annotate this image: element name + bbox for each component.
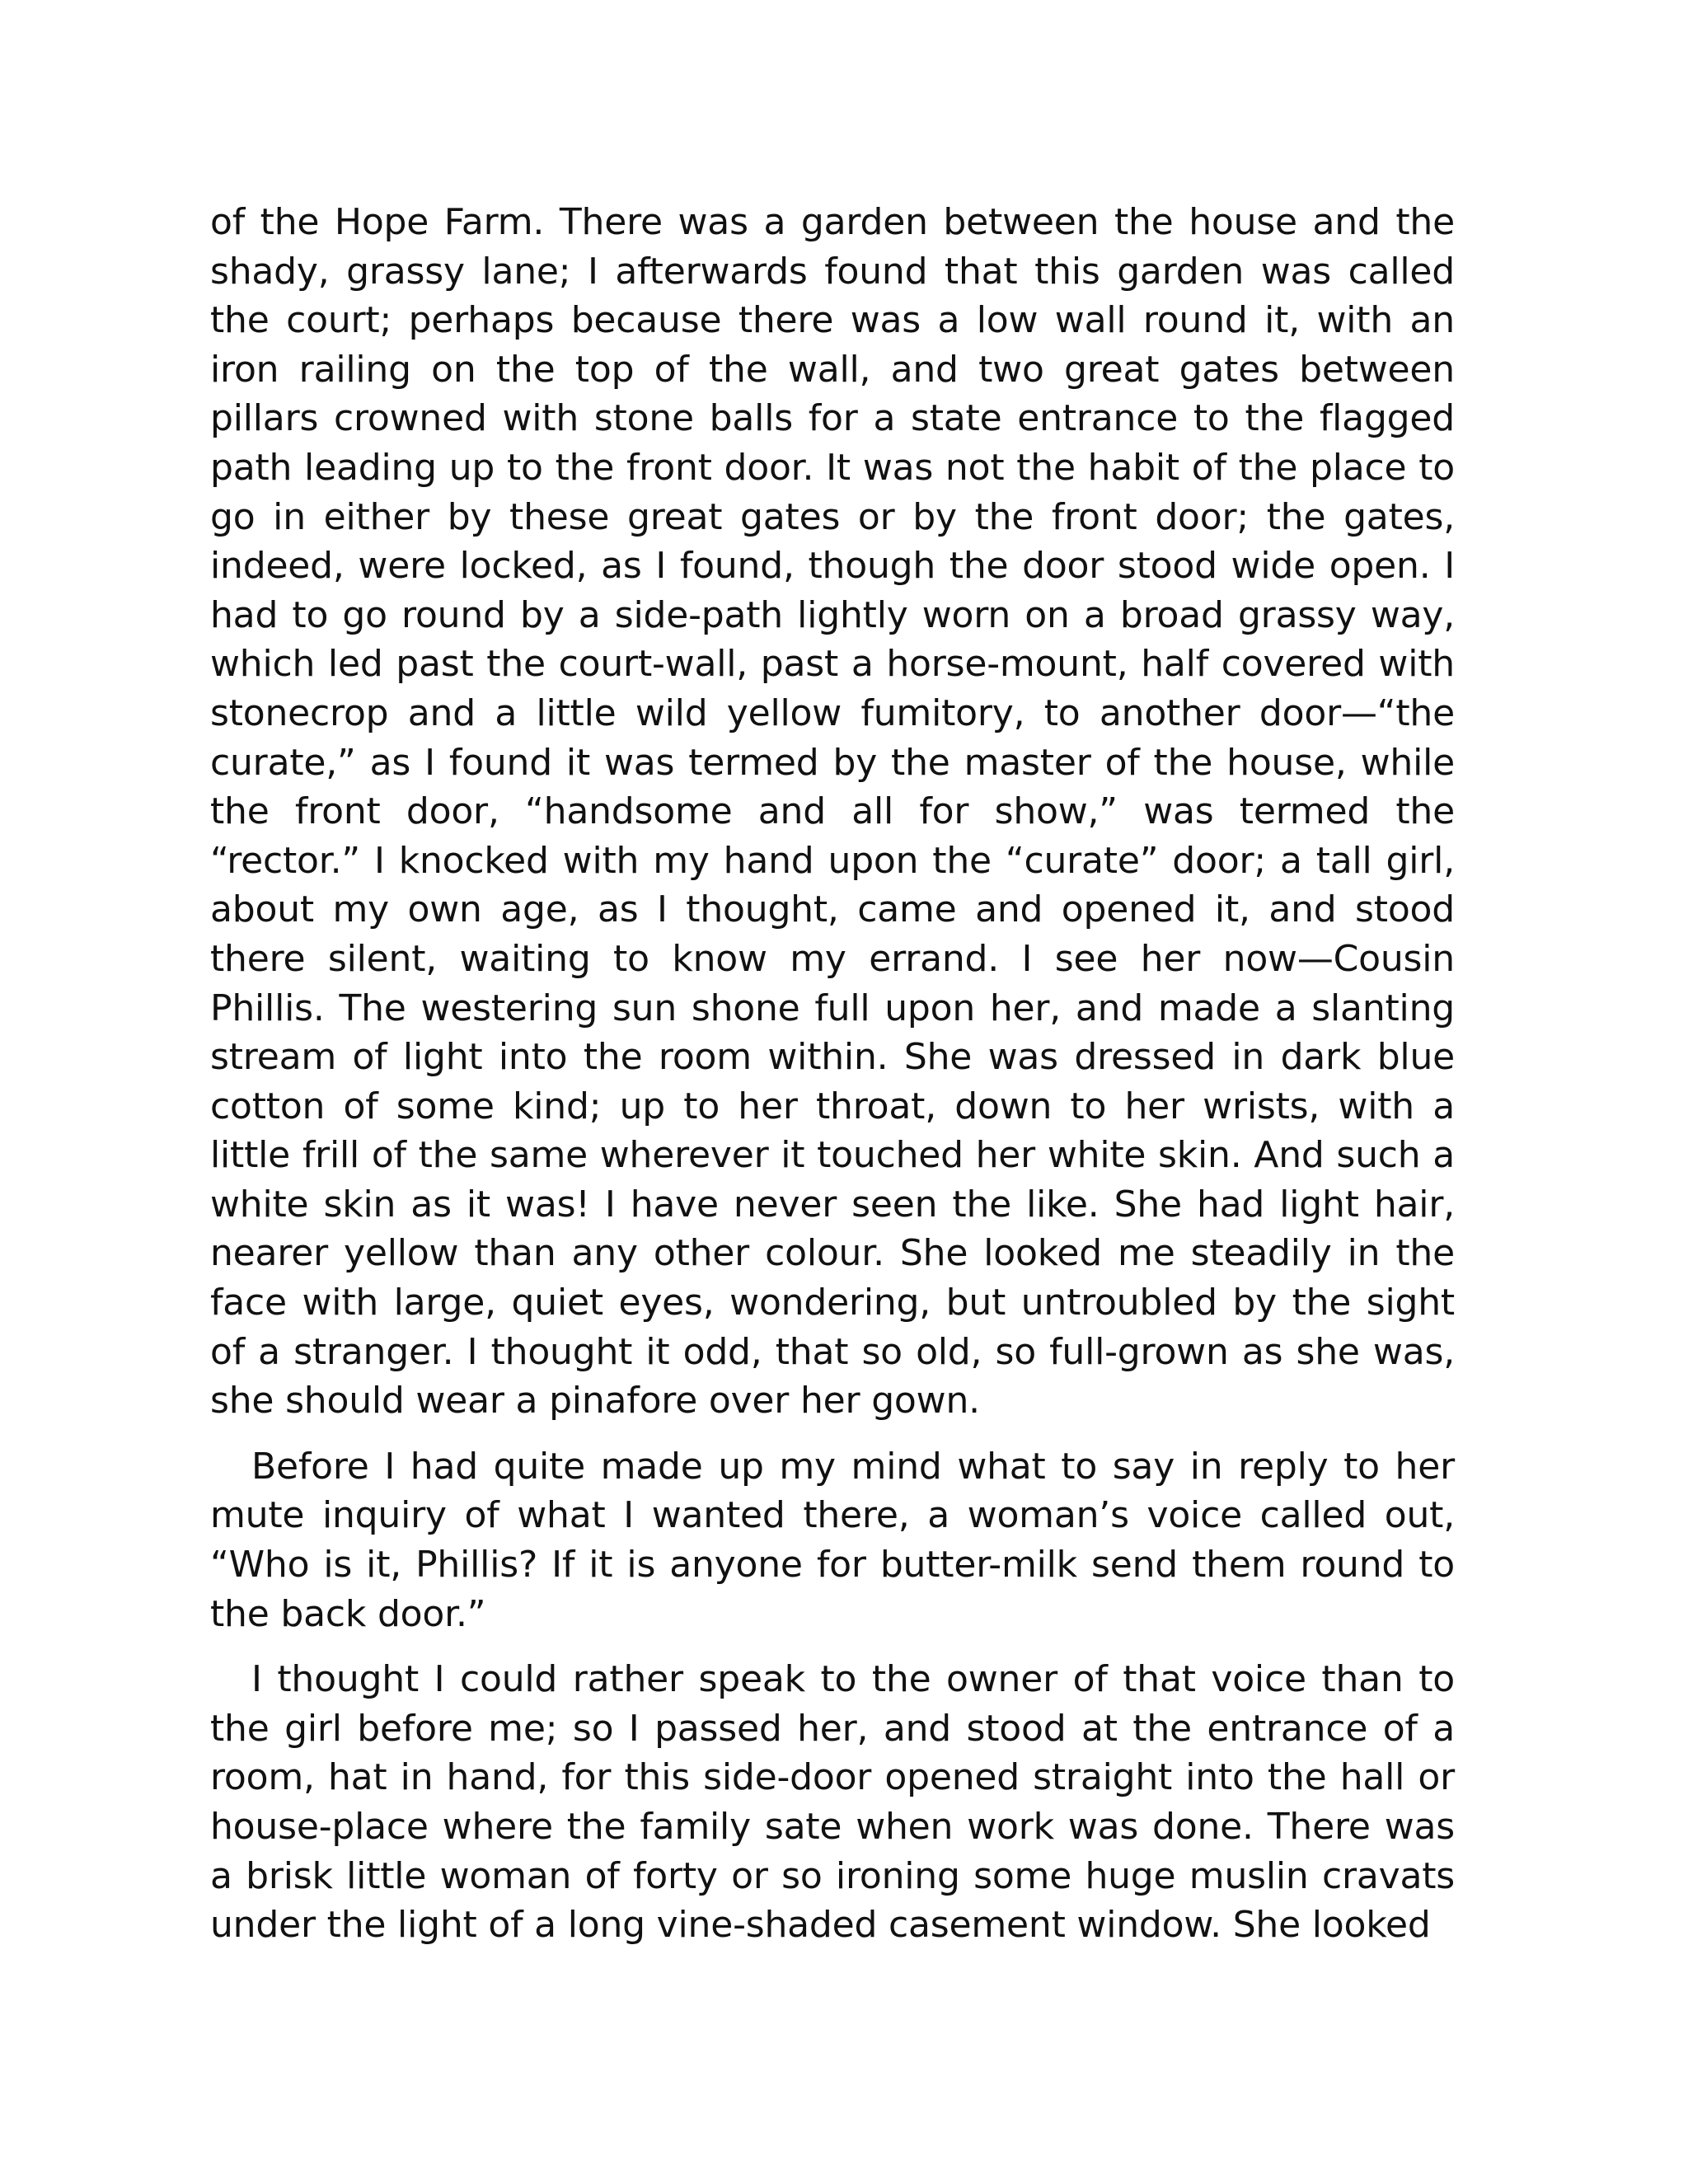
paragraph-womans-voice: Before I had quite made up my mind what to say in reply to her mute inquiry of what I wanted there, a woman’s voice called out, “Who is it, Phillis? If it is anyone for butter-milk send them round to the back door.” <box>210 1445 1455 1635</box>
paragraph-house-place: I thought I could rather speak to the owner of that voice than to the girl before me; so I passed her, and stood at the entrance of a room, hat in hand, for this side-door opened straight into the hall or house-place where the family sate when work was done. There was a brisk little woman of forty or so ironing some huge muslin cravats under the light of a long vine-shaded casement window. She looked <box>210 1658 1455 1947</box>
paragraph-continued: of the Hope Farm. There was a garden between the house and the shady, grassy lane; I afterwards found that this garden was called the court; perhaps because there was a low wall round it, with an iron railing on the top of the wall, and two great gates between pillars crowned with stone balls for a state entrance to the flagged path leading up to the front door. It was not the habit of the place to go in either by these great gates or by the front door; the gates, indeed, were locked, as I found, though the door stood wide open. I had to go round by a side-path lightly worn on a broad grassy way, which led past the court-wall, past a horse-mount, half covered with stonecrop and a little wild yellow fumitory, to another door—“the curate,” as I found it was termed by the master of the house, while the front door, “handsome and all for show,” was termed the “rector.” I knocked with my hand upon the “curate” door; a tall girl, about my own age, as I thought, came and opened it, and stood there silent, waiting to know my errand. I see her now—Cousin Phillis. The westering sun shone full upon her, and made a slanting stream of light into the room within. She was dressed in dark blue cotton of some kind; up to her throat, down to her wrists, with a little frill of the same wherever it touched her white skin. And such a white skin as it was! I have never seen the like. She had light hair, nearer yellow than any other colour. She looked me steadily in the face with large, quiet eyes, wondering, but untroubled by the sight of a stranger. I thought it odd, that so old, so full-grown as she was, she should wear a pinafore over her gown. <box>210 201 1455 1422</box>
page-body-text <box>210 198 1455 1966</box>
